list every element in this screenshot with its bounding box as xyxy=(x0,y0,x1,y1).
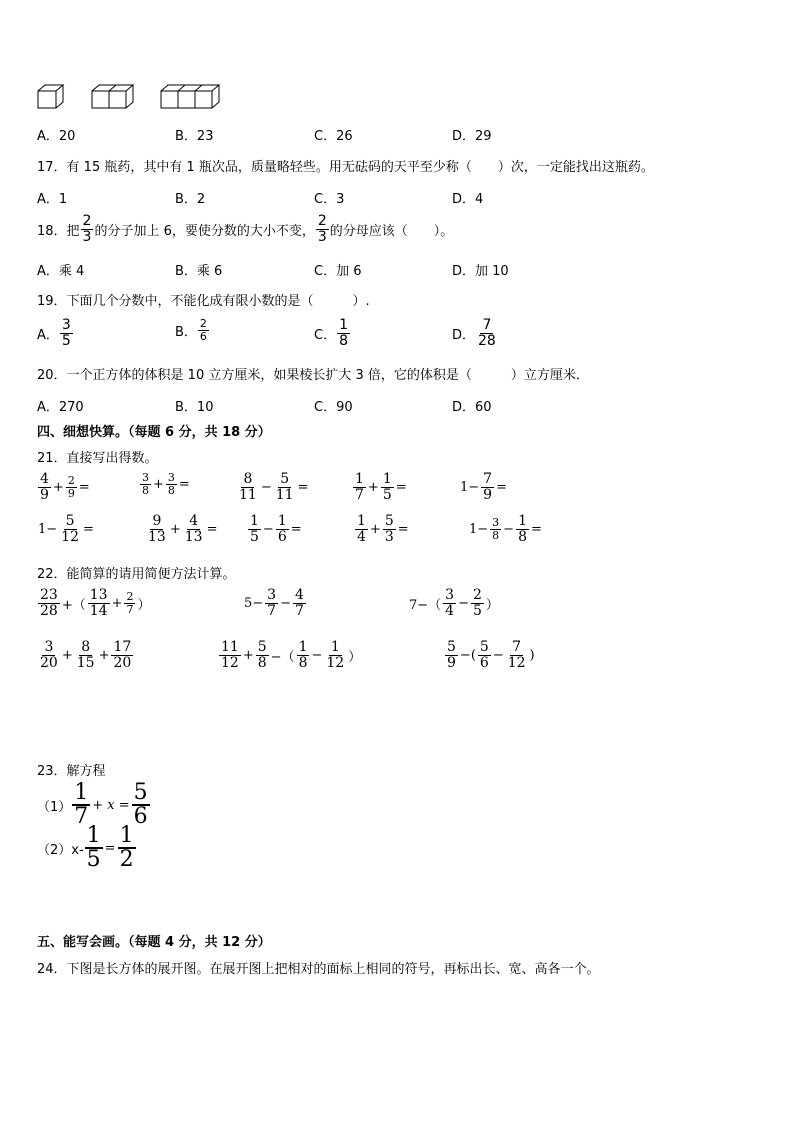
option-c[interactable]: C．26 xyxy=(314,129,353,144)
option-c[interactable]: C．90 xyxy=(314,400,353,415)
option-a[interactable]: A．1 xyxy=(37,192,68,207)
section-4-title: 四、细想快算。（每题 6 分，共 18 分） xyxy=(37,425,271,440)
equation-2: （2）x- $\frac{1}{5}$ = $\frac{1}{2}$ xyxy=(37,823,134,872)
question-22-stem: 22．能简算的请用简便方法计算。 xyxy=(37,567,236,582)
cube-figure-1 xyxy=(37,84,67,110)
expression-6: $\frac{5}{9}$ −( $\frac{5}{6}$ − $\frac{7}{12}$ ) xyxy=(447,639,535,671)
calc-item: $\frac{1}{5}$ − $\frac{1}{6}$ = xyxy=(250,513,302,545)
calc-item: $\frac{4}{9}$ + $\frac{2}{9}$ = xyxy=(40,471,90,503)
option-d[interactable]: D．加 10 xyxy=(452,264,509,279)
option-d[interactable]: D．60 xyxy=(452,400,492,415)
calc-item: $\frac{1}{7}$ + $\frac{1}{5}$ = xyxy=(355,471,407,503)
question-19-stem: 19．下面几个分数中，不能化成有限小数的是（ ）. xyxy=(37,294,370,309)
cube-figure-2 xyxy=(91,84,135,110)
option-c[interactable]: C．3 xyxy=(314,192,345,207)
calc-item: 1− $\frac{5}{12}$ = xyxy=(38,513,94,545)
option-a[interactable]: A．270 xyxy=(37,400,84,415)
expression-4: $\frac{3}{20}$ + $\frac{8}{15}$ + $\frac{17}{20}$ xyxy=(40,639,132,671)
question-21-stem: 21．直接写出得数。 xyxy=(37,451,158,466)
option-b[interactable]: B．乘 6 xyxy=(175,264,223,279)
option-d[interactable]: D．4 xyxy=(452,192,484,207)
calc-item: 1− $\frac{7}{9}$ = xyxy=(460,471,507,503)
calc-item: $\frac{8}{11}$ − $\frac{5}{11}$ = xyxy=(239,471,309,503)
option-c[interactable]: C． $\frac{1}{8}$ xyxy=(314,317,348,349)
question-23-stem: 23．解方程 xyxy=(37,764,106,779)
option-a[interactable]: A． $\frac{3}{5}$ xyxy=(37,317,71,349)
question-18-stem: 18．把 $\frac{2}{3}$ 的分子加上 6，要使分数的大小不变， $\frac{2}{3}$ 的分母应该（ ）。 xyxy=(37,213,454,245)
calc-item: $\frac{9}{13}$ + $\frac{4}{13}$ = xyxy=(148,513,218,545)
question-20-stem: 20．一个正方体的体积是 10 立方厘米，如果棱长扩大 3 倍，它的体积是（ ）立方厘米． xyxy=(37,368,589,383)
option-d[interactable]: D．29 xyxy=(452,129,492,144)
equation-1: （1） $\frac{1}{7}$ + x = $\frac{5}{6}$ xyxy=(37,780,148,829)
option-a[interactable]: A．乘 4 xyxy=(37,264,85,279)
option-b[interactable]: B．2 xyxy=(175,192,206,207)
cube-figure-3 xyxy=(160,84,222,110)
option-c[interactable]: C．加 6 xyxy=(314,264,362,279)
option-b[interactable]: B．10 xyxy=(175,400,214,415)
expression-2: 5− $\frac{3}{7}$ − $\frac{4}{7}$ xyxy=(244,587,304,619)
calc-item: $\frac{1}{4}$ + $\frac{5}{3}$ = xyxy=(357,513,409,545)
expression-3: 7−（ $\frac{3}{4}$ − $\frac{2}{5}$ ） xyxy=(409,587,499,619)
option-a[interactable]: A．20 xyxy=(37,129,76,144)
question-17-stem: 17．有 15 瓶药，其中有 1 瓶次品，质量略轻些。用无砝码的天平至少称（ ）次，一定能找出这瓶药。 xyxy=(37,160,654,175)
question-24-stem: 24．下图是长方体的展开图。在展开图上把相对的面标上相同的符号，再标出长、宽、高各一个。 xyxy=(37,962,600,977)
option-d[interactable]: D． $\frac{7}{28}$ xyxy=(452,317,496,349)
calc-item: 1− $\frac{3}{8}$ − $\frac{1}{8}$ = xyxy=(469,513,542,545)
option-b[interactable]: B．23 xyxy=(175,129,214,144)
section-5-title: 五、能写会画。（每题 4 分，共 12 分） xyxy=(37,935,271,950)
expression-1: $\frac{23}{28}$ +（ $\frac{13}{14}$ + $\frac{2}{7}$ ） xyxy=(40,587,151,619)
expression-5: $\frac{11}{12}$ + $\frac{5}{8}$ −（ $\frac{1}{8}$ − $\frac{1}{12}$ ） xyxy=(221,639,362,671)
calc-item: $\frac{3}{8}$ + $\frac{3}{8}$ = xyxy=(142,471,190,497)
option-b[interactable]: B． $\frac{2}{6}$ xyxy=(175,317,207,343)
